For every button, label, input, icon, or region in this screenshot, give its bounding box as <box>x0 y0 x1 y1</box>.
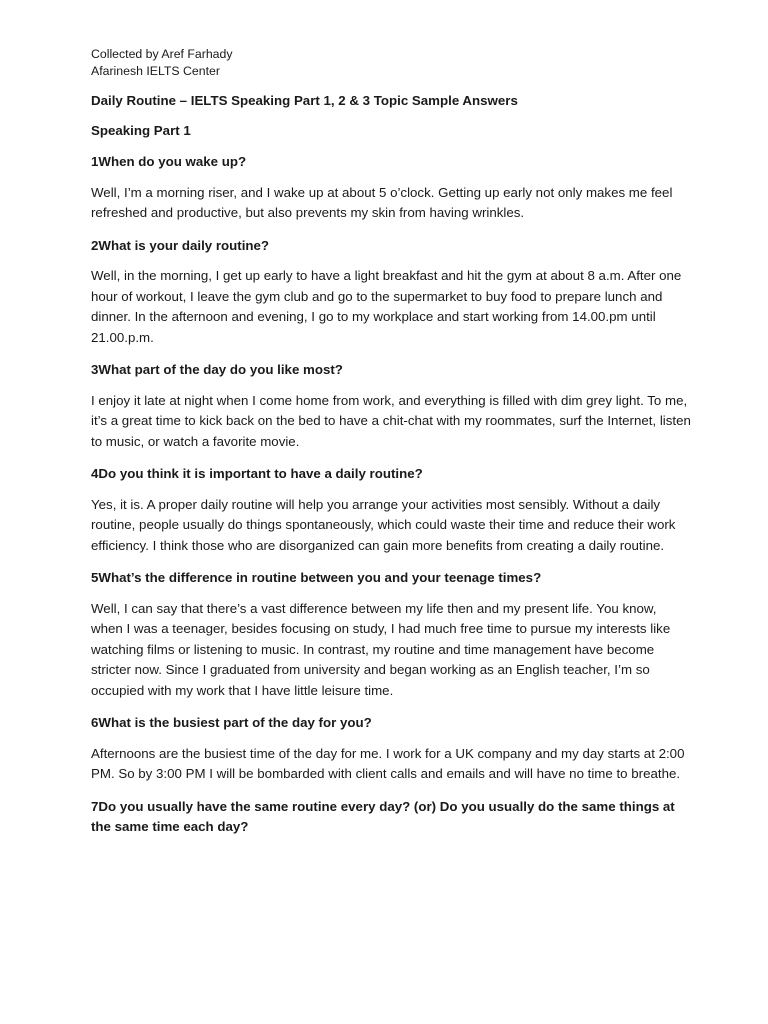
document-title: Daily Routine – IELTS Speaking Part 1, 2 & 3 Topic Sample Answers <box>91 93 518 108</box>
answer-5: Well, I can say that there’s a vast difference between my life then and my present life. You know, when I was a teenager, besides focusing on study, I had much free time to pursue my interests like watching films or listening to music. In contrast, my routine and time management have become stricter now. Since I graduated from university and began working as an English teacher, I’m so occupied with my work that I have little leisure time. <box>91 600 671 698</box>
question-6: 6What is the busiest part of the day for you? <box>91 715 372 730</box>
question-2: 2What is your daily routine? <box>91 237 270 253</box>
question-5: 5What’s the difference in routine between you and your teenage times? <box>91 570 542 585</box>
question-4: 4Do you think it is important to have a daily routine? <box>91 466 423 481</box>
center-name-line: Afarinesh IELTS Center <box>91 63 220 78</box>
answer-3: I enjoy it late at night when I come home from work, and everything is filled with dim grey light. To me, it’s a great time to kick back on the bed to have a chit-chat with my roommates, surf the Internet, listen to music, or watch a favorite movie. <box>91 392 691 449</box>
answer-4: Yes, it is. A proper daily routine will help you arrange your activities most sensibly. Without a daily routine, people usually do things spontaneously, which could waste their time and reduce their work efficiency. I think those who are disorganized can gain more benefits from creating a daily routine. <box>91 496 676 553</box>
question-7: 7Do you usually have the same routine every day? (or) Do you usually do the same things at the same time each day? <box>91 798 675 834</box>
answer-6: Afternoons are the busiest time of the day for me. I work for a UK company and my day starts at 2:00 PM. So by 3:00 PM I will be bombarded with client calls and emails and will have no time to breathe. <box>91 745 685 781</box>
answer-2: Well, in the morning, I get up early to have a light breakfast and hit the gym at about 8 a.m. After one hour of workout, I leave the gym club and go to the supermarket to buy food to prepare lunch and dinner. In the afternoon and evening, I go to my workplace and start working from 14.00.pm until 21.00.p.m. <box>91 268 682 345</box>
collected-by-line: Collected by Aref Farhady <box>91 47 233 61</box>
answer-1: Well, I’m a morning riser, and I wake up at about 5 o’clock. Getting up early not only makes me feel refreshed and productive, but also prevents my skin from having wrinkles. <box>91 184 673 220</box>
question-3: 3What part of the day do you like most? <box>91 362 343 377</box>
question-1: 1When do you wake up? <box>91 154 247 169</box>
section-title: Speaking Part 1 <box>91 123 191 138</box>
document-page <box>91 46 691 838</box>
